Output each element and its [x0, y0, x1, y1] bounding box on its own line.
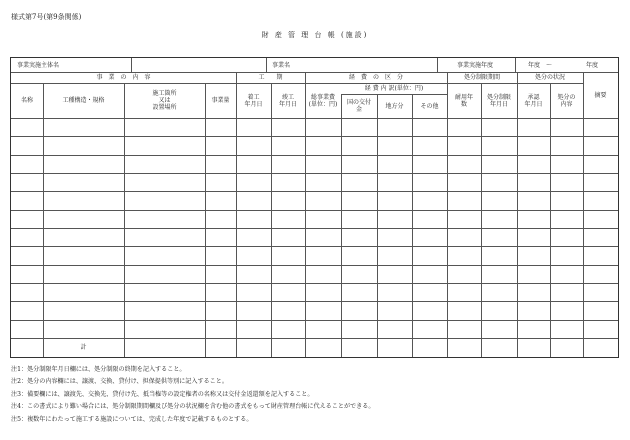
document-title: 財 産 管 理 台 帳 (施設)	[261, 31, 369, 39]
col-type-scale: 工種構造・規格	[62, 97, 105, 104]
col-approval-date: 承認 年月日	[524, 93, 543, 108]
col-total-cost: 総事業費 (単位：円)	[308, 93, 338, 108]
group-cost: 経 費 の 区 分	[348, 74, 403, 81]
note-1: 注1：処分制限年月日欄には、処分制限の終期を記入すること。	[11, 366, 186, 373]
project-name-field[interactable]	[316, 58, 426, 72]
note-5: 注5：複数年にわたって施工する施設については、完成した年度で記載するものとする。	[11, 415, 253, 423]
col-quantity: 事業量	[211, 97, 230, 104]
year-to: 年度	[585, 61, 598, 69]
note-4: 注4：この書式により難い場合には、処分制限期間欄及び処分の状況欄を含む他の書式をもって財産管理台帳に代えることができる。	[11, 403, 375, 411]
group-business: 事 業 の 内 容	[96, 74, 151, 81]
col-useful-years: 耐用年 数	[454, 93, 473, 108]
col-location: 施工箇所 又は 設置場所	[152, 90, 177, 111]
col-name: 名称	[20, 97, 33, 104]
project-name-label: 事業名	[272, 61, 291, 69]
implementer-field[interactable]	[131, 58, 276, 72]
col-disposal-content: 処分の 内容	[557, 93, 576, 108]
col-start: 着工 年月日	[244, 93, 263, 108]
group-period: 工 期	[258, 74, 283, 81]
note-2: 注2：処分の内容欄には、譲渡、交換、貸付け、担保提供等別に記入すること。	[11, 378, 228, 386]
form-number: 様式第7号(第9条関係)	[11, 13, 82, 21]
col-local: 地方分	[385, 102, 404, 110]
notes	[11, 364, 374, 426]
group-disposal-limit: 処分制限期間	[463, 74, 500, 81]
total-label: 計	[80, 344, 87, 351]
col-remarks: 摘要	[594, 91, 607, 99]
year-label: 事業実施年度	[456, 61, 493, 69]
implementer-label: 事業実施主体名	[17, 61, 60, 69]
property-ledger-table	[10, 57, 619, 358]
year-from: 年度 ～	[527, 61, 552, 69]
col-national: 国の交付 金	[346, 99, 371, 113]
col-end: 竣工 年月日	[278, 93, 297, 108]
col-other: その他	[420, 102, 439, 110]
group-disposal-status: 処分の状況	[534, 74, 565, 81]
col-breakdown: 経 費 内 訳(単位：円)	[364, 85, 424, 92]
col-limit-date: 処分制限 年月日	[486, 93, 511, 108]
note-3: 注3：備要欄には、譲渡先、交換先、貸付け先、抵当権等の設定権者の名称又は交付金返還額を記入すること。	[11, 390, 314, 398]
